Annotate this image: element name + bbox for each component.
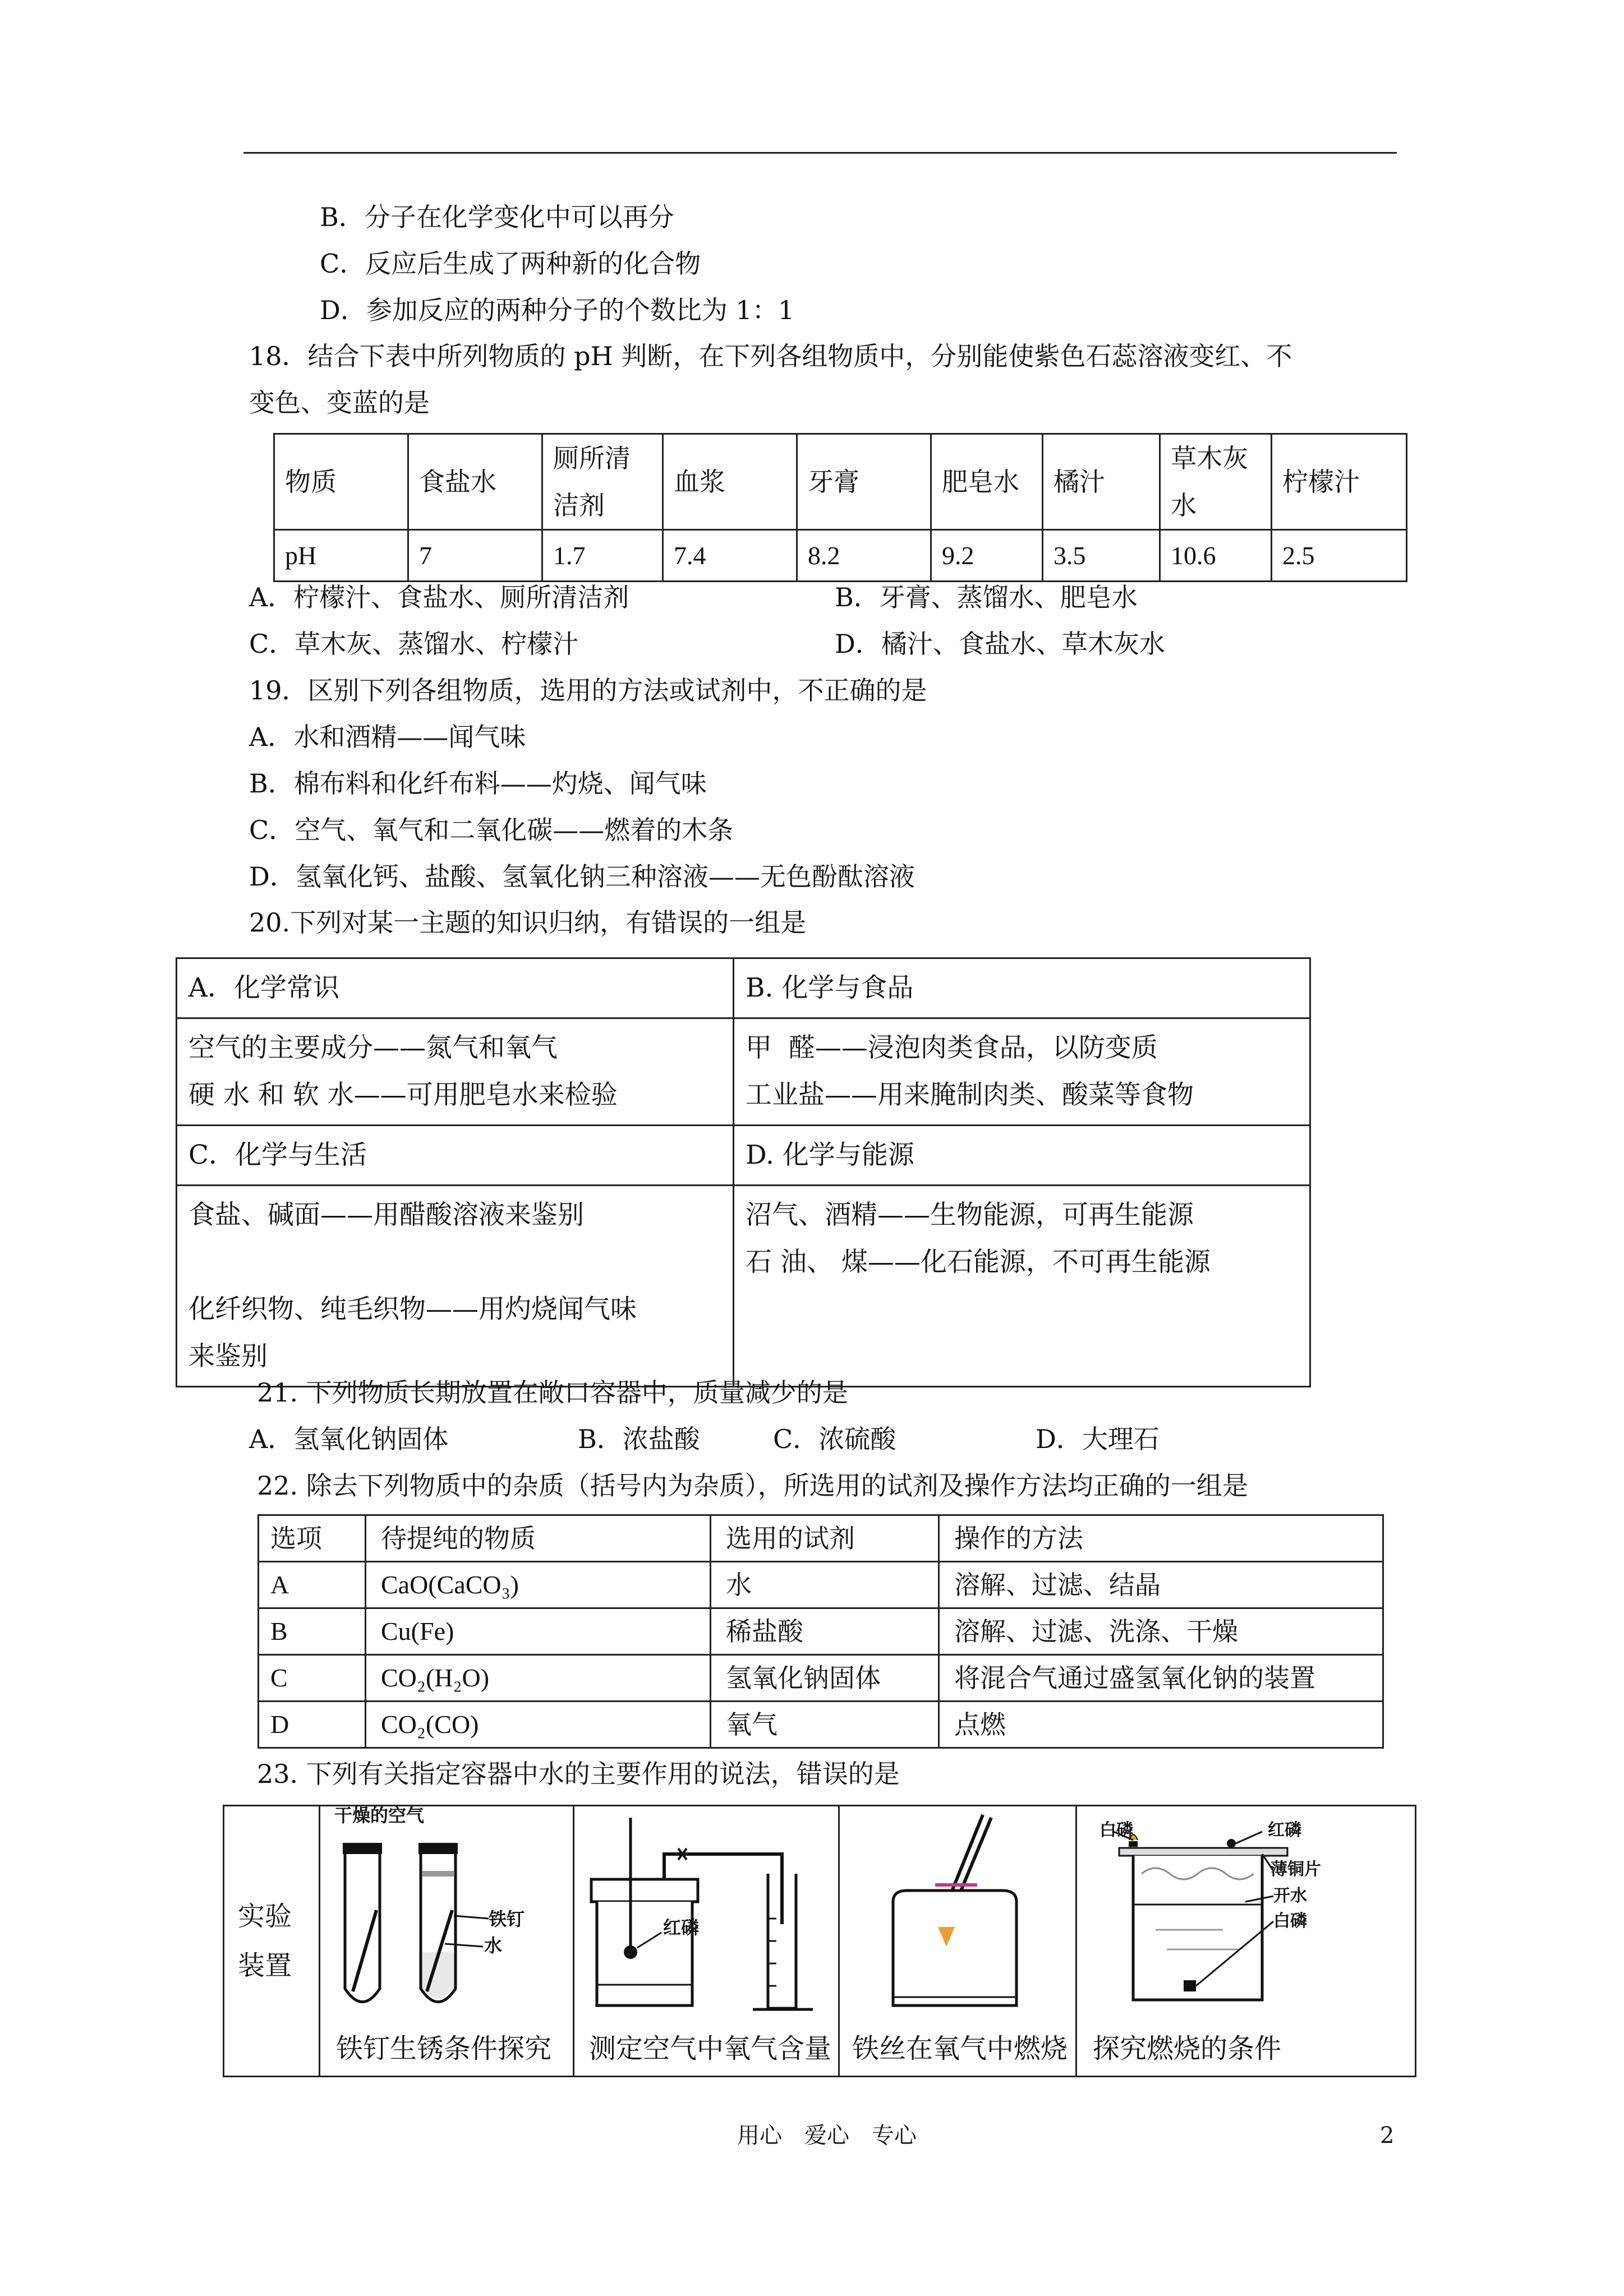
- ph-value-cell: 9.2: [931, 530, 1043, 582]
- q20-cell-a-body: [177, 1018, 734, 1126]
- q20-a-line: 空气的主要成分——氮气和氧气: [188, 1032, 558, 1063]
- q20-cell-a-title: A．化学常识: [177, 958, 734, 1018]
- ph-header-cell: 血浆: [663, 434, 797, 530]
- pointer: [1236, 1832, 1262, 1843]
- stopper-right: [418, 1843, 458, 1854]
- q22-substance-cell: CO₂(H₂O): [366, 1655, 711, 1702]
- ph-value-cell: 8.2: [797, 530, 931, 582]
- ph-value-cell: 2.5: [1272, 530, 1407, 582]
- page-number: 2: [1380, 2123, 1395, 2149]
- q22-substance-cell: CO₂(CO): [366, 1702, 711, 1748]
- ph-value-cell: pH: [274, 530, 408, 582]
- ph-value-cell: 3.5: [1043, 530, 1160, 582]
- q22-opt-cell: A: [259, 1562, 366, 1608]
- q22-opt-cell: D: [259, 1702, 366, 1748]
- pointer-nail: [454, 1916, 489, 1919]
- table-row: [259, 1562, 1383, 1608]
- figure-combustion: [1076, 1806, 1416, 2077]
- ph-header-line: 草木灰: [1171, 443, 1248, 473]
- q19-option-b: B．棉布料和化纤布料——灼烧、闻气味: [249, 768, 707, 799]
- q22-reagent-cell: 水: [711, 1562, 939, 1608]
- label-red-phosphorus: 红磷: [1268, 1820, 1301, 1840]
- q18-stem-line1: 18．结合下表中所列物质的 pH 判断，在下列各组物质中，分别能使紫色石蕊溶液变红、不: [249, 341, 1292, 371]
- q20-c-line: 食盐、碱面——用醋酸溶液来鉴别: [188, 1200, 584, 1230]
- ph-header-cell: [1160, 434, 1272, 530]
- q22-header-cell: 待提纯的物质: [366, 1515, 711, 1562]
- q22-opt-cell: B: [259, 1608, 366, 1655]
- caption-combustion: 探究燃烧的条件: [1093, 2033, 1282, 2064]
- nail-rust-apparatus: [320, 1806, 590, 2025]
- q22-header-cell: 选用的试剂: [711, 1515, 939, 1562]
- label-water: 水: [484, 1935, 503, 1956]
- q22-method-cell: 将混合气通过盛氢氧化钠的装置: [939, 1655, 1383, 1702]
- ph-header-line: 厕所清: [553, 443, 631, 473]
- white-phosphorus-top: [1129, 1841, 1138, 1847]
- figure-nail-rust-drawing: [320, 1806, 573, 2025]
- q22-reagent-cell: 氢氧化钠固体: [711, 1655, 939, 1702]
- dessicant-band: [422, 1871, 454, 1877]
- q19-option-d: D．氢氧化钙、盐酸、氢氧化钠三种溶液——无色酚酞溶液: [249, 861, 915, 892]
- ph-header-cell: 牙膏: [797, 434, 931, 530]
- q23-label-line: 实验: [238, 1901, 292, 1932]
- header-rule: [243, 152, 1397, 154]
- figure-iron-drawing: [840, 1806, 1075, 2025]
- q23-stem: 23. 下列有关指定容器中水的主要作用的说法，错误的是: [257, 1759, 900, 1789]
- q20-d-line: 沼气、酒精——生物能源，可再生能源: [746, 1200, 1194, 1230]
- q21-option-b: B．浓盐酸: [578, 1424, 700, 1454]
- beaker: [1133, 1856, 1262, 2000]
- ph-table: [273, 433, 1407, 582]
- ph-value-cell: 10.6: [1160, 530, 1272, 582]
- q17-option-c: C．反应后生成了两种新的化合物: [320, 248, 701, 279]
- test-tube-left: [345, 1854, 380, 2002]
- q23-table: [223, 1805, 1416, 2077]
- q22-reagent-cell: 氧气: [711, 1702, 939, 1748]
- label-white-phosphorus-bottom: 白磷: [1273, 1911, 1307, 1931]
- q21-option-d: D．大理石: [1036, 1424, 1160, 1454]
- label-white-phosphorus-top: 白磷: [1099, 1820, 1133, 1840]
- q23-label-line: 装置: [238, 1950, 292, 1981]
- q22-method-cell: 点燃: [939, 1702, 1383, 1748]
- q21-option-c: C．浓硫酸: [773, 1424, 896, 1454]
- q22-header-cell: 选项: [259, 1515, 366, 1562]
- caption-iron-burning: 铁丝在氧气中燃烧: [852, 2033, 1068, 2064]
- caption-oxygen-content: 测定空气中氧气含量: [589, 2033, 832, 2064]
- table-row: [259, 1655, 1383, 1702]
- ph-header-cell: 物质: [274, 434, 408, 530]
- label-copper-plate: 薄铜片: [1271, 1860, 1321, 1879]
- q20-c-line: 来鉴别: [188, 1341, 268, 1372]
- ph-header-line: 水: [1171, 490, 1197, 520]
- q20-table: [176, 957, 1311, 1387]
- q22-header-row: [259, 1515, 1383, 1562]
- q20-cell-b-title: B. 化学与食品: [734, 958, 1310, 1018]
- q23-row-label: [224, 1806, 320, 2077]
- figure-nail-rust: [320, 1806, 574, 2077]
- red-phosphorus-spoon: [624, 1945, 637, 1959]
- q17-option-b: B．分子在化学变化中可以再分: [320, 202, 674, 232]
- q20-cell-b-body: [734, 1018, 1310, 1126]
- q20-stem: 20.下列对某一主题的知识归纳，有错误的一组是: [249, 907, 807, 938]
- gas-jar: [893, 1891, 1016, 2005]
- q22-reagent-cell: 稀盐酸: [711, 1608, 939, 1655]
- red-phosphorus-dot: [1227, 1839, 1236, 1848]
- q21-option-a: A．氢氧化钠固体: [249, 1424, 449, 1454]
- q22-table: [257, 1514, 1384, 1749]
- stopper-left: [343, 1843, 382, 1854]
- label-dry-air: 干燥的空气: [334, 1805, 425, 1826]
- label-hot-water: 开水: [1273, 1886, 1307, 1906]
- q18-option-a: A．柠檬汁、食盐水、厕所清洁剂: [249, 582, 629, 612]
- q22-header-cell: 操作的方法: [939, 1515, 1383, 1562]
- q19-stem: 19．区别下列各组物质，选用的方法或试剂中，不正确的是: [249, 675, 927, 706]
- caption-nail-rust: 铁钉生锈条件探究: [336, 2033, 552, 2064]
- q21-stem: 21. 下列物质长期放置在敞口容器中，质量减少的是: [257, 1377, 848, 1408]
- q22-method-cell: 溶解、过滤、洗涤、干燥: [939, 1608, 1383, 1655]
- q22-stem: 22. 除去下列物质中的杂质（括号内为杂质），所选用的试剂及操作方法均正确的一组是: [257, 1470, 1248, 1501]
- q22-substance-cell: CaO(CaCO₃): [366, 1562, 711, 1608]
- q19-option-a: A．水和酒精——闻气味: [249, 722, 526, 752]
- q20-b-line: 工业盐——用来腌制肉类、酸菜等食物: [746, 1080, 1194, 1110]
- ph-table-header-row: [274, 434, 1407, 530]
- bottle-stopper: [591, 1879, 698, 1902]
- label-red-phosphorus: 红磷: [663, 1917, 700, 1938]
- figure-iron-burning: [839, 1806, 1076, 2077]
- q20-a-line: 硬 水 和 软 水——可用肥皂水来检验: [188, 1080, 618, 1110]
- ph-header-cell: 肥皂水: [931, 434, 1043, 530]
- ph-header-line: 洁剂: [553, 490, 605, 520]
- q18-stem-line2: 变色、变蓝的是: [249, 388, 430, 418]
- iron-burning-apparatus: [840, 1806, 1109, 2025]
- q18-option-c: C．草木灰、蒸馏水、柠檬汁: [249, 629, 579, 659]
- q20-d-line: 石 油、 煤——化石能源，不可再生能源: [746, 1247, 1211, 1278]
- q22-method-cell: 溶解、过滤、结晶: [939, 1562, 1383, 1608]
- ph-value-cell: 1.7: [542, 530, 663, 582]
- oxygen-apparatus: [574, 1806, 866, 2025]
- ph-header-cell: 橘汁: [1043, 434, 1160, 530]
- q20-cell-c-body: [177, 1186, 734, 1387]
- ph-header-cell: [542, 434, 663, 530]
- q17-option-d: D．参加反应的两种分子的个数比为 1：1: [320, 295, 795, 325]
- q20-c-line: 化纤织物、纯毛织物——用灼烧闻气味: [188, 1294, 637, 1325]
- ph-value-cell: 7: [408, 530, 542, 582]
- label-nail: 铁钉: [489, 1908, 525, 1930]
- table-row: [259, 1608, 1383, 1655]
- q22-substance-cell: Cu(Fe): [366, 1608, 711, 1655]
- figure-oxygen-drawing: [574, 1806, 838, 2025]
- q18-option-d: D．橘汁、食盐水、草木灰水: [835, 629, 1165, 659]
- white-phosphorus-bottom: [1184, 1980, 1196, 1991]
- ph-header-cell: 柠檬汁: [1272, 434, 1407, 530]
- q19-option-c: C．空气、氧气和二氧化碳——燃着的木条: [249, 815, 734, 845]
- q20-cell-d-title: D. 化学与能源: [734, 1126, 1310, 1186]
- q20-cell-d-body: [734, 1186, 1310, 1387]
- q20-b-line: 甲 醛——浸泡肉类食品，以防变质: [746, 1032, 1158, 1063]
- ph-value-cell: 7.4: [663, 530, 797, 582]
- ph-header-cell: 食盐水: [408, 434, 542, 530]
- footer-motto: 用心 爱心 专心: [737, 2123, 917, 2149]
- figure-oxygen-content: [574, 1806, 839, 2077]
- ph-table-value-row: [274, 530, 1407, 582]
- table-row: [259, 1702, 1383, 1748]
- q20-cell-c-title: C．化学与生活: [177, 1126, 734, 1186]
- q18-option-b: B．牙膏、蒸馏水、肥皂水: [835, 582, 1138, 612]
- q22-opt-cell: C: [259, 1655, 366, 1702]
